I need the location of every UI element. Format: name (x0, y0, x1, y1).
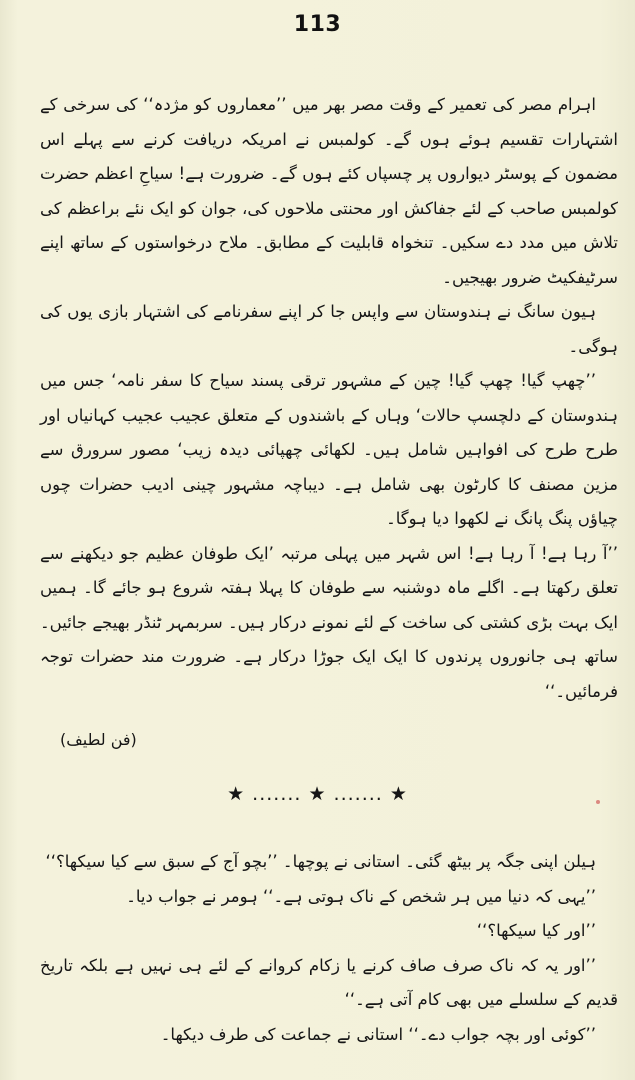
joke-line-nose-history: ’’اور یہ کہ ناک صرف صاف کرنے یا زکام کروانے کے لئے ہی نہیں ہے بلکہ تاریخ قدیم کے سلسلے میں بھی کام آتی ہے۔‘‘ (40, 955, 618, 1009)
joke-line-question: ہیلن اپنی جگہ پر بیٹھ گئی۔ استانی نے پوچھا۔ ’’بچو آج کے سبق سے کیا سیکھا؟‘‘ (45, 852, 596, 871)
joke-body (40, 845, 618, 1052)
joke-line-what-else: ’’اور کیا سیکھا؟‘‘ (476, 921, 596, 940)
article-paragraph-hiuen-tsang-intro: ہیون سانگ نے ہندوستان سے واپس جا کر اپنے سفرنامے کی اشتہار بازی یوں کی ہوگی۔ (40, 302, 618, 356)
article-paragraph-travelogue-ad: ’’چھپ گیا! چھپ گیا! چین کے مشہور ترقی پسند سیاح کا سفر نامہ‘ جس میں ہندوستان کے دلچسپ حالات‘ وہاں کے باشندوں کے متعلق عجیب عجیب کہانیاں اور طرح طرح کی افواہیں شامل ہیں۔ لکھائی چھپائی دیدہ زیب‘ مصور سرورق سے مزین مصنف کا کارٹون بھی شامل ہے۔ دیباچہ مشہور چینی ادیب حضرات چوں چیاؤں پنگ پانگ نے لکھوا دیا ہوگا۔ (40, 371, 618, 528)
ink-spot (596, 800, 600, 804)
article-paragraph-pyramids-columbus: اہرام مصر کی تعمیر کے وقت مصر بھر میں ’’معماروں کو مژدہ‘‘ کی سرخی کے اشتہارات تقسیم ہوئے ہوں گے۔ کولمبس نے امریکہ دریافت کرنے سے پہلے اس مضمون کے پوسٹر دیواروں پر چسپاں کئے ہوں گے۔ ضرورت ہے! سیاحِ اعظم حضرت کولمبس صاحب کے لئے جفاکش اور محنتی ملاحوں کی، جوان کو ایک نئے براعظم کی تلاش میں مدد دے سکیں۔ تنخواہ قابلیت کے مطابق۔ ملاح درخواستوں کے ساتھ اپنے سرٹیفکیٹ ضرور بھیجیں۔ (40, 95, 618, 287)
star-separator: ★ ....... ★ ....... ★ (227, 783, 408, 805)
article-body (40, 88, 618, 709)
page-number: 113 (293, 12, 342, 37)
joke-line-another-child: ’’کوئی اور بچہ جواب دے۔‘‘ استانی نے جماعت کی طرف دیکھا۔ (160, 1024, 596, 1044)
article-paragraph-flood-ad: ’’آ رہا ہے! آ رہا ہے! اس شہر میں پہلی مرتبہ ’ایک طوفان عظیم جو دیکھنے سے تعلق رکھتا ہے۔ اگلے ماہ دوشنبہ سے طوفان کا پہلا ہفتہ شروع ہو جائے گا۔ ہمیں ایک بہت بڑی کشتی کی ساخت کے لئے نمونے درکار ہیں۔ سربمہر ٹنڈر بھیجے جائیں۔ ساتھ ہی جانوروں پرندوں کا ایک ایک جوڑا درکار ہے۔ ضرورت مند حضرات توجہ فرمائیں۔‘‘ (40, 543, 618, 701)
joke-line-homer-answer: ’’یہی کہ دنیا میں ہر شخص کے ناک ہوتی ہے۔‘‘ ہومر نے جواب دیا۔ (126, 886, 596, 906)
article-attribution: (فن لطیف) (60, 730, 137, 749)
